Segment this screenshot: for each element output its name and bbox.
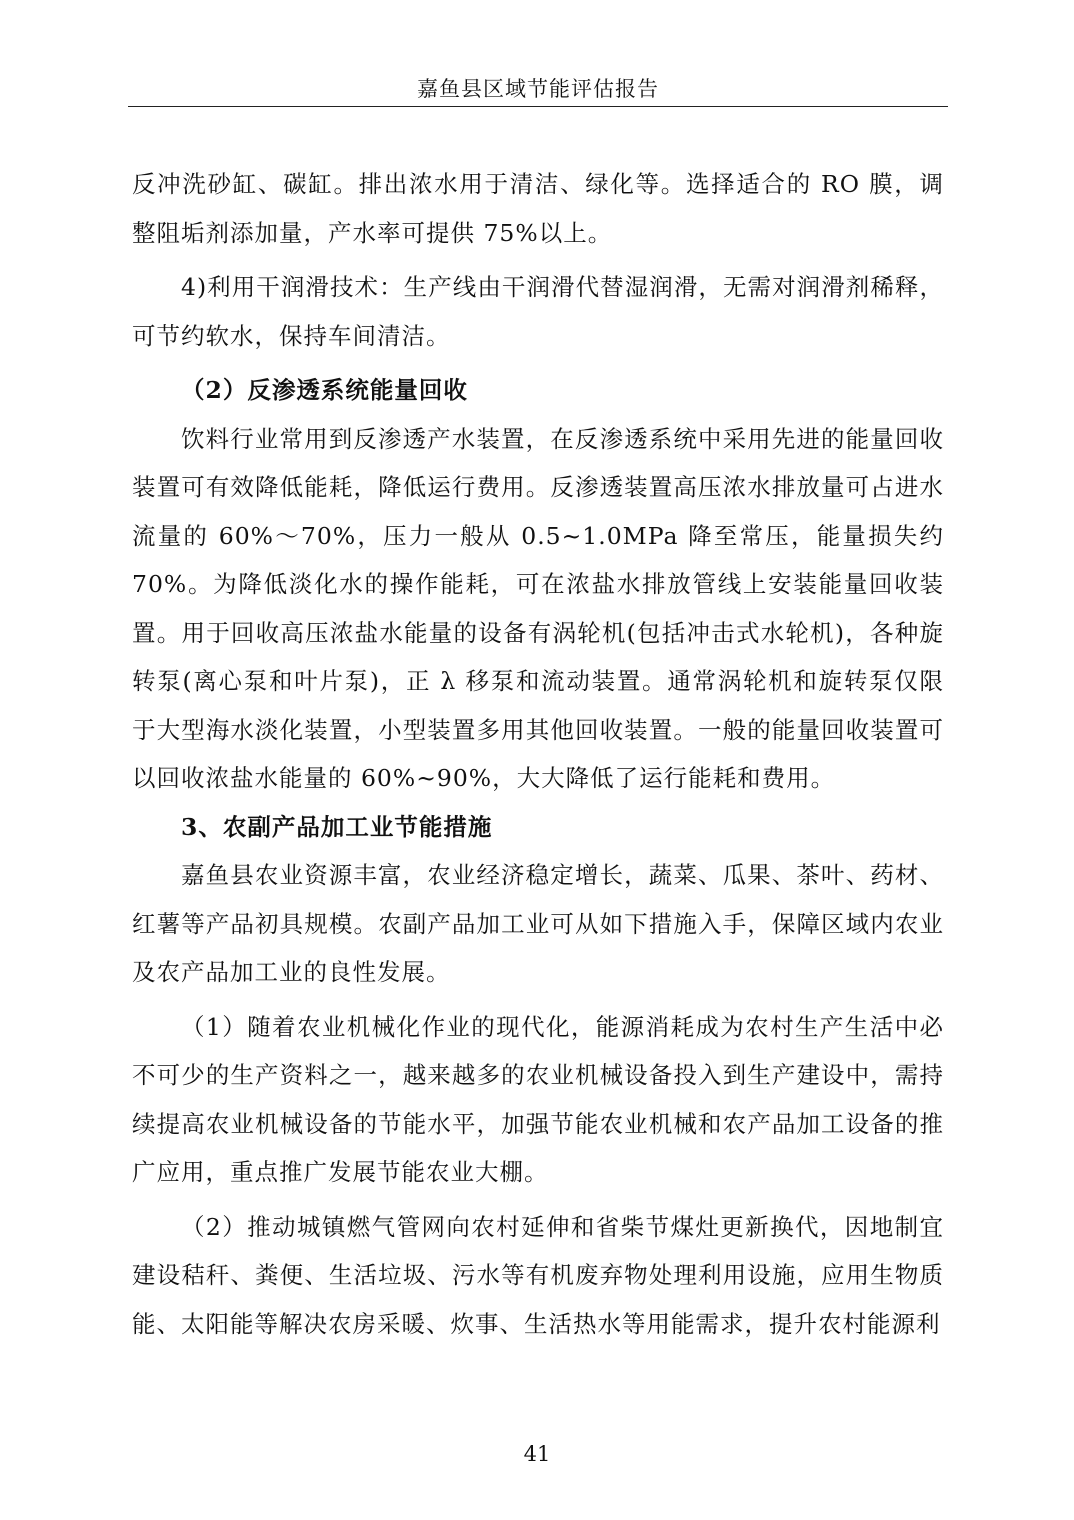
page-header: 嘉鱼县区域节能评估报告	[417, 77, 659, 101]
header-divider	[128, 106, 948, 107]
paragraph-continuation: 反冲洗砂缸、碳缸。排出浓水用于清洁、绿化等。选择适合的 RO 膜，调整阻垢剂添加量，产水率可提供 75%以上。	[132, 170, 944, 247]
subheading-energy-recovery: （2）反渗透系统能量回收	[181, 376, 468, 404]
section-heading-agriculture: 3、农副产品加工业节能措施	[181, 812, 493, 841]
paragraph-dry-lubrication: 4)利用干润滑技术：生产线由干润滑代替湿润滑，无需对润滑剂稀释，可节约软水，保持车间清洁。	[132, 273, 944, 350]
paragraph-agriculture-intro: 嘉鱼县农业资源丰富，农业经济稳定增长，蔬菜、瓜果、茶叶、药材、红薯等产品初具规模。农副产品加工业可从如下措施入手，保障区域内农业及农产品加工业的良性发展。	[132, 861, 944, 986]
paragraph-reverse-osmosis: 饮料行业常用到反渗透产水装置，在反渗透系统中采用先进的能量回收装置可有效降低能耗，降低运行费用。反渗透装置高压浓水排放量可占进水流量的 60%～70%，压力一般从 0.5~1.0MPa 降至常压，能量损失约 70%。为降低淡化水的操作能耗，可在浓盐水排放管线上安装能量回收装置。用于回收高压浓盐水能量的设备有涡轮机(包括冲击式水轮机)，各种旋转泵(离心泵和叶片泵)，正 λ 移泵和流动装置。通常涡轮机和旋转泵仅限于大型海水淡化装置，小型装置多用其他回收装置。一般的能量回收装置可以回收浓盐水能量的 60%~90%，大大降低了运行能耗和费用。	[132, 424, 944, 792]
paragraph-measure-1: （1）随着农业机械化作业的现代化，能源消耗成为农村生产生活中必不可少的生产资料之一，越来越多的农业机械设备投入到生产建设中，需持续提高农业机械设备的节能水平，加强节能农业机械和农产品加工设备的推广应用，重点推广发展节能农业大棚。	[132, 1012, 944, 1186]
page-number: 41	[523, 1442, 551, 1466]
document-body	[132, 160, 944, 1348]
paragraph-measure-2: （2）推动城镇燃气管网向农村延伸和省柴节煤灶更新换代，因地制宜建设秸秆、粪便、生活垃圾、污水等有机废弃物处理利用设施，应用生物质能、太阳能等解决农房采暖、炊事、生活热水等用能需求，提升农村能源利	[132, 1212, 944, 1338]
